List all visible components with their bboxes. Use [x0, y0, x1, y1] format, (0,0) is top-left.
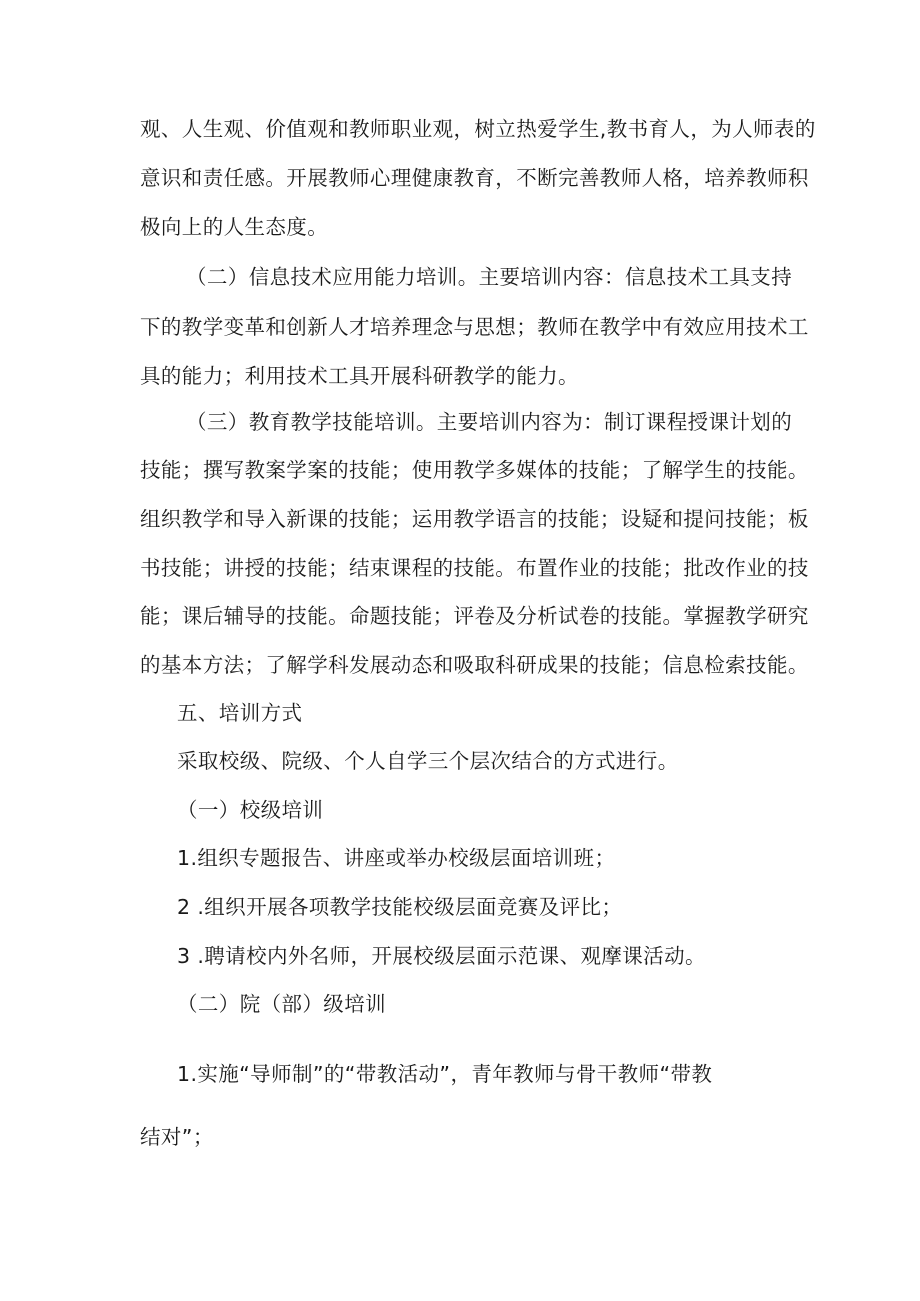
subsection-heading-department-level: （二）院（部）级培训	[177, 992, 386, 1016]
text-line: 观、人生观、价值观和教师职业观，树立热爱学生,教书育人，为人师表的	[140, 117, 816, 141]
text-line: 书技能；讲授的技能；结束课程的技能。布置作业的技能；批改作业的技	[140, 556, 809, 580]
text-line: 组织教学和导入新课的技能；运用教学语言的技能；设疑和提问技能；板	[140, 507, 809, 531]
text-line: 采取校级、院级、个人自学三个层次结合的方式进行。	[177, 749, 679, 773]
section-heading-teaching-skills: （三）教育教学技能培训。主要培训内容为：制订课程授课计划的	[186, 410, 793, 434]
text-line: 下的教学变革和创新人才培养理念与思想；教师在教学中有效应用技术工	[140, 315, 809, 339]
list-item: 3 .聘请校内外名师，开展校级层面示范课、观摩课活动。	[177, 944, 706, 968]
text-line: 极向上的人生态度。	[140, 215, 329, 239]
list-item: 1.组织专题报告、讲座或举办校级层面培训班；	[177, 846, 616, 870]
subsection-heading-school-level: （一）校级培训	[177, 798, 324, 822]
text-line: 的基本方法；了解学科发展动态和吸取科研成果的技能；信息检索技能。	[140, 653, 809, 677]
text-line: 能；课后辅导的技能。命题技能；评卷及分析试卷的技能。掌握教学研究	[140, 604, 809, 628]
text-line: 意识和责任感。开展教师心理健康教育，不断完善教师人格，培养教师积	[140, 166, 809, 190]
list-item: 1.实施“导师制”的“带教活动”，青年教师与骨干教师“带教	[177, 1062, 713, 1086]
section-heading-training-methods: 五、培训方式	[177, 701, 303, 725]
text-line: 具的能力；利用技术工具开展科研教学的能力。	[140, 364, 579, 388]
section-heading-info-tech: （二）信息技术应用能力培训。主要培训内容：信息技术工具支持	[186, 265, 793, 289]
text-line: 结对”；	[140, 1125, 214, 1149]
text-line: 技能；撰写教案学案的技能；使用教学多媒体的技能；了解学生的技能。	[140, 458, 809, 482]
list-item: 2 .组织开展各项教学技能校级层面竞赛及评比；	[177, 895, 623, 919]
